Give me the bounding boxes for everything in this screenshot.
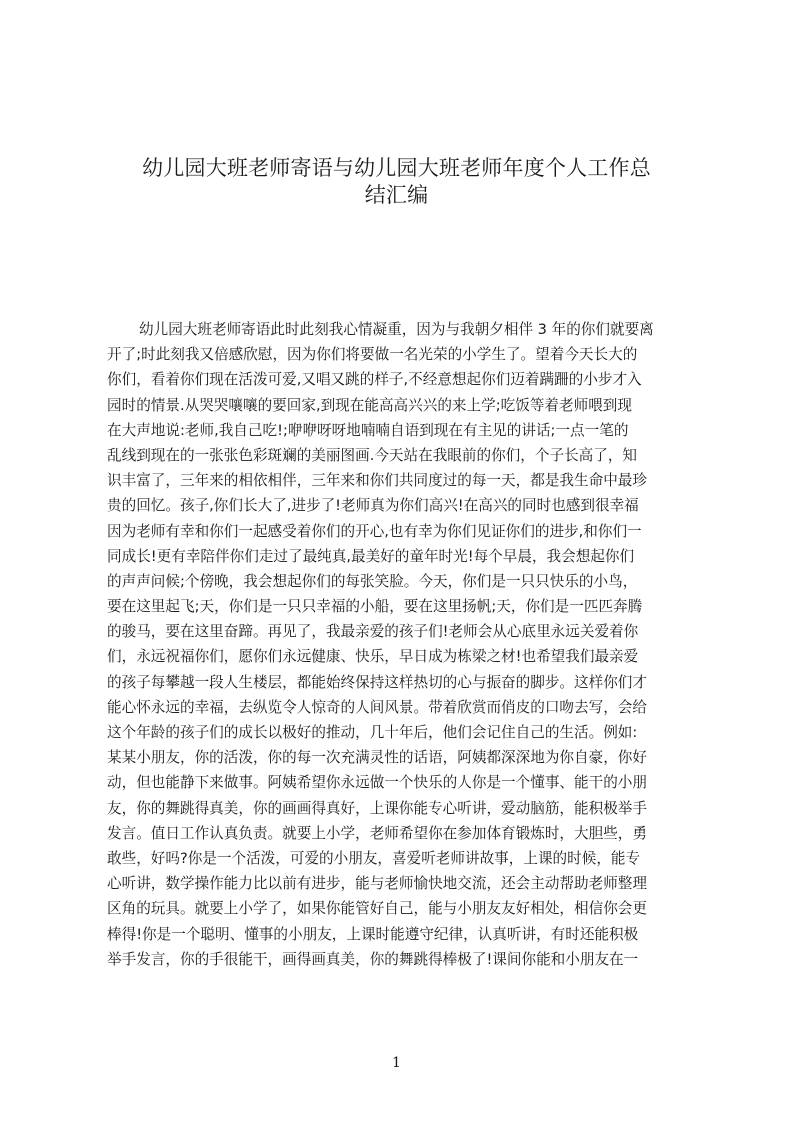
body-line: 们，永远祝福你们，愿你们永远健康、快乐，早日成为栋梁之材!也希望我们最亲爱 <box>107 648 639 666</box>
body-line: 开了;时此刻我又倍感欣慰，因为你们将要做一名光荣的小学生了。望着今天长大的 <box>107 346 638 364</box>
document-body <box>107 317 700 972</box>
body-line: 棒得!你是一个聪明、懂事的小朋友，上课时能遵守纪律，认真听讲，有时还能积极 <box>107 925 639 943</box>
body-line: 同成长!更有幸陪伴你们走过了最纯真,最美好的童年时光!每个早晨，我会想起你们 <box>107 547 635 565</box>
body-line: 因为老师有幸和你们一起感受着你们的开心,也有幸为你们见证你们的进步,和你们一 <box>107 522 642 540</box>
document-title <box>100 155 693 209</box>
body-line: 心听讲，数学操作能力比以前有进步，能与老师愉快地交流，还会主动帮助老师整理 <box>107 875 647 893</box>
body-line: 举手发言，你的手很能干，画得画真美，你的舞跳得棒极了!课间你能和小朋友在一 <box>107 950 639 968</box>
body-line: 的骏马，要在这里奋蹄。再见了，我最亲爱的孩子们!老师会从心底里永远关爱着你 <box>107 623 639 641</box>
title-line-1: 幼儿园大班老师寄语与幼儿园大班老师年度个人工作总 <box>142 156 651 181</box>
body-line: 园时的情景.从哭哭嚷嚷的要回家,到现在能高高兴兴的来上学;吃饭等着老师喂到现 <box>107 396 632 414</box>
body-line: 的声声问候;个傍晚，我会想起你们的每张笑脸。今天，你们是一只只快乐的小鸟， <box>107 572 638 590</box>
body-line: 贵的回忆。孩子,你们长大了,进步了!老师真为你们高兴!在高兴的同时也感到很幸福 <box>107 497 639 515</box>
page-number: 1 <box>392 1055 401 1071</box>
body-line: 这个年龄的孩子们的成长以极好的推动，几十年后，他们会记住自己的生活。例如: <box>107 724 638 741</box>
body-line: 某某小朋友，你的活泼，你的每一次充满灵性的话语，阿姨都深深地为你自豪，你好 <box>107 749 647 767</box>
body-line: 能心怀永远的幸福，去纵览令人惊奇的人间风景。带着欣赏而俏皮的口吻去写，会给 <box>107 698 647 716</box>
body-line: 的孩子每攀越一段人生楼层，都能始终保持这样热切的心与振奋的脚步。这样你们才 <box>107 673 647 691</box>
body-line: 你们，看着你们现在活泼可爱,又唱又跳的样子,不经意想起你们迈着蹒跚的小步才入 <box>107 371 642 389</box>
body-line: 区角的玩具。就要上小学了，如果你能管好自己，能与小朋友友好相处，相信你会更 <box>107 900 647 918</box>
body-line: 动，但也能静下来做事。阿姨希望你永远做一个快乐的人你是一个懂事、能干的小朋 <box>107 774 647 792</box>
title-line-2: 结汇编 <box>364 183 429 208</box>
body-line: 识丰富了，三年来的相依相伴，三年来和你们共同度过的每一天，都是我生命中最珍 <box>107 472 647 490</box>
body-line: 友，你的舞跳得真美，你的画画得真好，上课你能专心听讲，爱动脑筋，能积极举手 <box>107 799 647 817</box>
body-line: 在大声地说:老师,我自己吃!;咿咿呀呀地喃喃自语到现在有主见的讲话;一点一笔的 <box>107 421 629 439</box>
body-line: 要在这里起飞;天，你们是一只只幸福的小船，要在这里扬帆;天，你们是一匹匹奔腾 <box>107 598 643 616</box>
body-line: 幼儿园大班老师寄语此时此刻我心情凝重，因为与我朝夕相伴 3 年的你们就要离 <box>139 321 654 338</box>
body-line: 乱线到现在的一张张色彩斑斓的美丽图画.今天站在我眼前的你们，个子长高了，知 <box>107 446 638 464</box>
body-line: 发言。值日工作认真负责。就要上小学，老师希望你在参加体育锻炼时，大胆些，勇 <box>107 824 647 842</box>
body-line: 敢些，好吗?你是一个活泼，可爱的小朋友，喜爱听老师讲故事，上课的时候，能专 <box>107 849 641 867</box>
